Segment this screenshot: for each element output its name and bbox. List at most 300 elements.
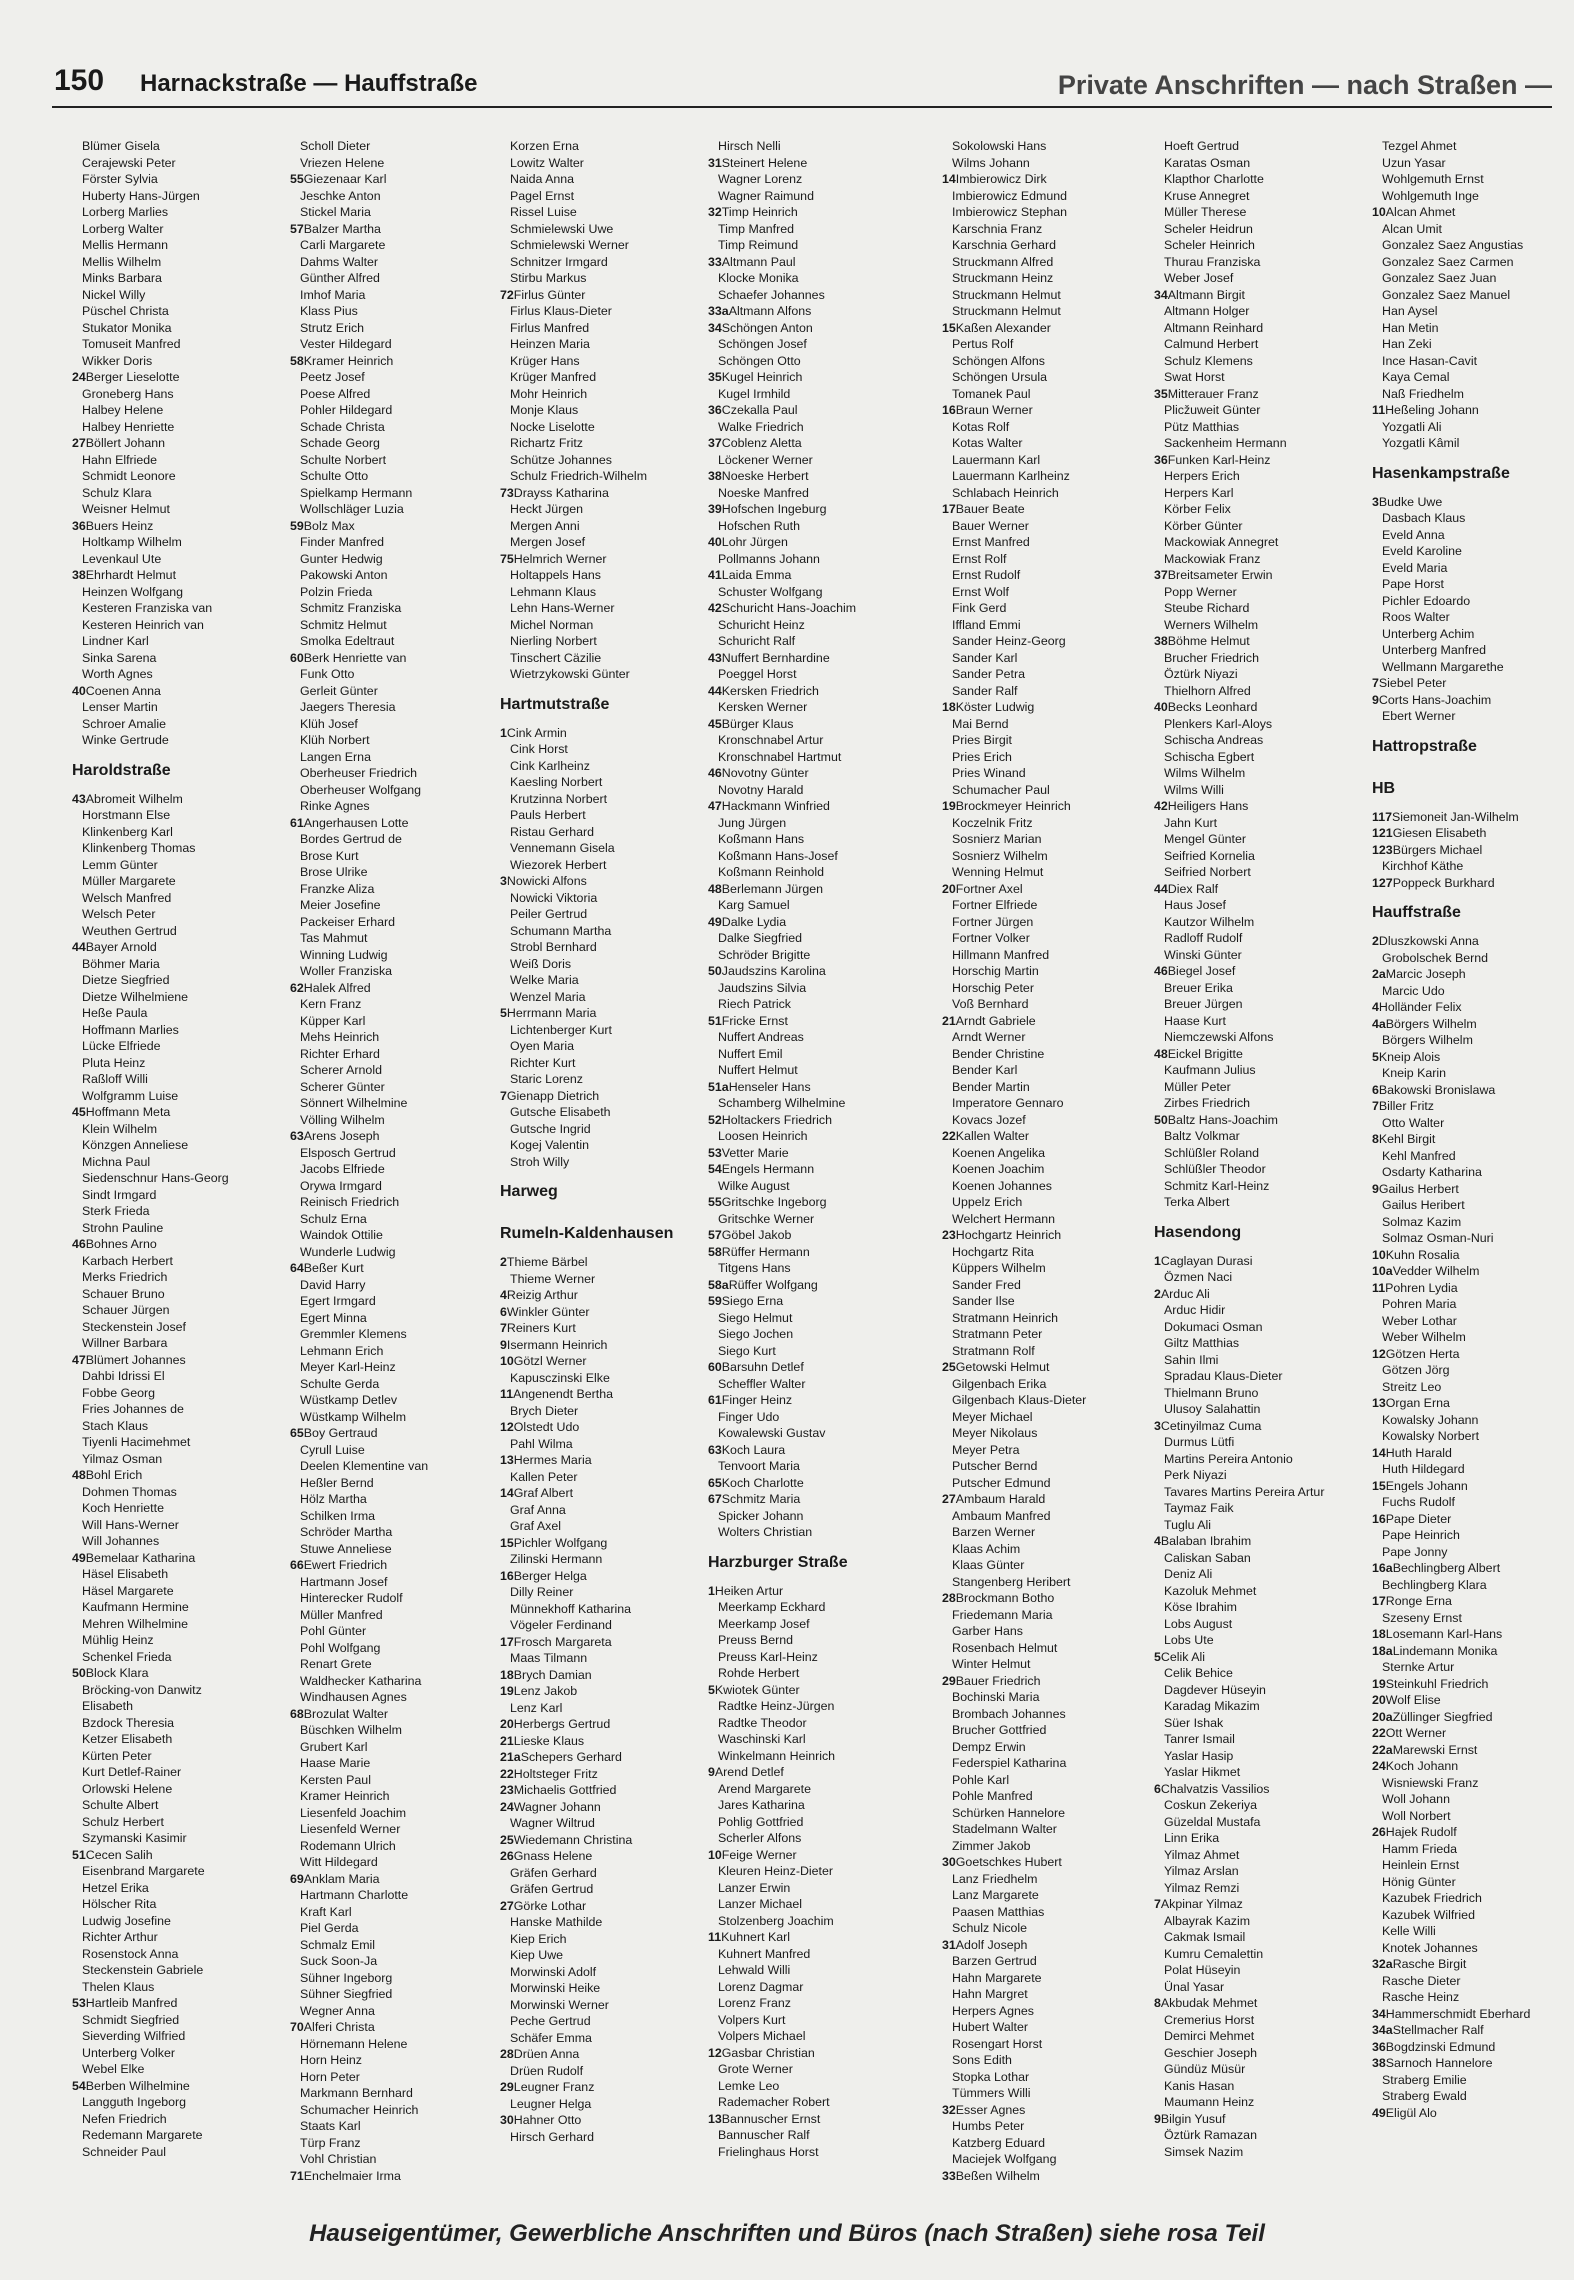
resident-name: Windhausen Agnes [300,1690,407,1704]
directory-entry [1154,782,1366,799]
resident-name: Lenser Martin [82,700,158,714]
directory-entry [1154,1062,1366,1079]
house-number: 44 [72,940,86,954]
resident-name: Budke Uwe [1378,494,1443,509]
directory-entry [1154,1814,1366,1831]
directory-entry [708,650,920,667]
directory-entry [290,1343,502,1360]
directory-entry [1372,1692,1568,1709]
directory-entry [500,320,712,337]
directory-entry [72,2061,284,2078]
directory-entry [72,2127,284,2144]
resident-name: Heinzen Wolfgang [82,584,184,599]
directory-entry [500,1766,712,1783]
resident-name: Kürten Peter [82,1748,152,1763]
directory-entry [290,2036,502,2053]
directory-entry [708,1145,920,1162]
resident-name: Kiep Uwe [510,1948,564,1962]
resident-name: Engels Johann [1385,1478,1468,1493]
directory-entry [708,336,920,353]
directory-entry [942,1689,1154,1706]
directory-entry [72,1203,284,1220]
resident-name: Woll Norbert [1382,1808,1451,1823]
directory-entry [1154,1533,1366,1550]
street-range-title: Harnackstraße — Hauffstraße [140,70,478,97]
house-number: 4 [500,1288,507,1302]
resident-name: Richter Erhard [300,1046,380,1061]
resident-name: Schischa Andreas [1164,733,1264,747]
directory-entry [1154,633,1366,650]
directory-entry [708,1161,920,1178]
resident-name: Firlus Manfred [510,320,590,335]
house-number: 6 [500,1304,507,1319]
resident-name: Bochinski Maria [952,1690,1040,1704]
house-number: 69 [290,1871,304,1886]
resident-name: Paasen Matthias [952,1904,1045,1919]
resident-name: Oyen Maria [510,1039,575,1053]
directory-entry [500,501,712,518]
directory-entry [290,1326,502,1343]
directory-entry [1154,1013,1366,1030]
resident-name: Kotas Walter [952,436,1023,450]
resident-name: Sander Heinz-Georg [952,634,1066,648]
resident-name: Tümmers Willi [952,2086,1031,2100]
resident-name: Dietze Wilhelmiene [82,989,189,1004]
resident-name: Tanrer Ismail [1164,1732,1235,1746]
directory-entry [500,1634,712,1651]
resident-name: Reiners Kurt [506,1321,576,1335]
directory-entry [72,956,284,973]
directory-entry [500,989,712,1006]
directory-entry [1154,1112,1366,1129]
resident-name: Pries Erich [952,749,1012,764]
directory-entry [1154,980,1366,997]
resident-name: Weber Lothar [1382,1313,1457,1328]
resident-name: Morwinski Adolf [510,1964,597,1979]
house-number: 37 [708,436,722,450]
resident-name: Koch Henriette [82,1501,164,1515]
resident-name: Baltz Volkmar [1164,1129,1240,1143]
resident-name: Nuffert Andreas [718,1030,804,1044]
resident-name: Han Zeki [1382,337,1432,351]
resident-name: Löckener Werner [718,452,813,467]
resident-name: Witt Hildegard [300,1855,378,1869]
house-number: 53 [708,1145,722,1160]
directory-entry [1154,534,1366,551]
resident-name: Giezenaar Karl [303,172,387,186]
house-number: 14 [1372,1445,1386,1460]
directory-entry [72,650,284,667]
directory-entry [708,1946,920,1963]
directory-entry [708,848,920,865]
house-number: 1 [708,1583,715,1598]
directory-entry [942,171,1154,188]
resident-name: Richartz Fritz [510,436,583,450]
directory-entry [72,1022,284,1039]
directory-entry [708,1665,920,1682]
house-number: 11 [500,1387,514,1401]
resident-name: Heckt Jürgen [510,502,584,516]
directory-entry [72,1847,284,1864]
directory-entry [708,1913,920,1930]
directory-entry [708,947,920,964]
directory-entry [290,1458,502,1475]
resident-name: Arndt Werner [952,1030,1026,1044]
resident-name: Maumann Heinz [1164,2095,1255,2109]
directory-entry [1372,1577,1568,1594]
resident-name: Schauer Bruno [82,1286,165,1301]
resident-name: Cecen Salih [85,1847,153,1862]
resident-name: Pries Birgit [952,733,1012,747]
resident-name: Monje Klaus [510,403,579,417]
resident-name: Heßler Bernd [300,1475,374,1490]
house-number: 7 [500,1088,507,1103]
directory-entry [1154,369,1366,386]
resident-name: Pape Heinrich [1382,1528,1460,1542]
resident-name: Stuwe Anneliese [300,1541,392,1556]
directory-entry [1154,1253,1366,1270]
directory-entry [1372,1098,1568,1115]
directory-entry [1372,402,1568,419]
resident-name: Fobbe Georg [82,1385,156,1400]
resident-name: Osdarty Katharina [1382,1165,1482,1179]
house-number: 10 [1372,1247,1386,1262]
resident-name: Chalvatzis Vassilios [1160,1781,1270,1796]
directory-entry [708,1458,920,1475]
directory-entry [500,1403,712,1420]
resident-name: Sosnierz Marian [952,832,1042,846]
directory-entry [72,584,284,601]
house-number: 16 [942,403,956,417]
resident-name: Pries Winand [952,766,1026,780]
directory-entry [1154,2061,1366,2078]
directory-entry [500,1815,712,1832]
house-number: 6 [1372,1082,1379,1097]
resident-name: Ince Hasan-Cavit [1382,353,1478,368]
directory-entry [1372,494,1568,511]
resident-name: Kersken Friedrich [721,683,819,698]
directory-entry [500,2112,712,2129]
directory-entry [1372,1445,1568,1462]
directory-entry [708,501,920,518]
directory-entry [708,287,920,304]
resident-name: Swat Horst [1164,370,1225,384]
resident-name: Biegel Josef [1167,964,1236,978]
directory-entry [708,1062,920,1079]
resident-name: Pohler Hildegard [300,403,393,417]
resident-name: Kelle Willi [1382,1924,1436,1938]
directory-entry [1154,567,1366,584]
resident-name: Smolka Edeltraut [300,634,395,648]
resident-name: Lindner Karl [82,634,149,648]
resident-name: Kumru Cemalettin [1164,1946,1264,1961]
directory-entry [708,155,920,172]
resident-name: Bogdzinski Edmund [1385,2039,1496,2054]
resident-name: Wagner Lorenz [718,172,803,186]
resident-name: Arend Margarete [718,1781,811,1796]
directory-entry [72,567,284,584]
resident-name: Volpers Kurt [718,2012,786,2027]
resident-name: Rosengart Horst [952,2036,1043,2051]
directory-entry [500,419,712,436]
house-number: 121 [1372,826,1393,840]
directory-entry [290,1244,502,1261]
directory-entry [708,1583,920,1600]
directory-entry [290,1392,502,1409]
directory-entry [290,2085,502,2102]
resident-name: Liesenfeld Werner [300,1822,401,1836]
directory-entry [290,2052,502,2069]
resident-name: Gritschke Werner [718,1211,815,1226]
house-number: 8 [1154,1996,1161,2010]
directory-entry [942,864,1154,881]
house-number: 5 [1154,1649,1161,1664]
resident-name: Schröder Martha [300,1525,393,1539]
resident-name: Haase Marie [300,1756,371,1770]
directory-entry [1372,675,1568,692]
directory-entry [290,947,502,964]
resident-name: Firlus Klaus-Dieter [510,304,612,318]
resident-name: Schulz Erna [300,1211,367,1226]
directory-entry [72,989,284,1006]
resident-name: Weiß Doris [510,956,572,971]
directory-entry [290,1623,502,1640]
resident-name: Görke Lothar [513,1898,587,1913]
resident-name: Schröder Brigitte [718,947,811,962]
resident-name: Straberg Ewald [1382,2089,1467,2103]
directory-entry [1154,1583,1366,1600]
directory-entry [708,749,920,766]
house-number: 24 [500,1799,514,1814]
resident-name: Willner Barbara [82,1336,168,1350]
resident-name: Ronge Erna [1385,1594,1452,1608]
resident-name: Lobs August [1164,1616,1233,1631]
resident-name: Kurt Detlef-Rainer [82,1765,182,1779]
directory-entry [500,485,712,502]
resident-name: Balaban Ibrahim [1160,1534,1252,1548]
directory-entry [1372,1742,1568,1759]
resident-name: Block Klara [85,1666,149,1680]
directory-entry [708,1079,920,1096]
resident-name: Fortner Elfriede [952,898,1038,912]
directory-entry [72,1038,284,1055]
directory-entry [1372,435,1568,452]
resident-name: Kazubek Friedrich [1382,1891,1482,1905]
resident-name: Cink Armin [506,725,567,740]
resident-name: Schuster Wolfgang [718,584,823,599]
resident-name: Pakowski Anton [300,568,388,582]
resident-name: Lanz Margarete [952,1888,1039,1902]
directory-entry [500,353,712,370]
directory-entry [708,1649,920,1666]
house-number: 40 [708,535,722,549]
directory-entry [1154,1979,1366,1996]
resident-name: Klocke Monika [718,271,799,285]
house-number: 59 [290,518,304,533]
directory-entry [290,254,502,271]
directory-entry [500,1038,712,1055]
resident-name: Schulte Albert [82,1798,159,1812]
resident-name: Kanis Hasan [1164,2078,1235,2093]
directory-entry [290,1854,502,1871]
resident-name: Helmrich Werner [513,551,607,566]
directory-entry [290,1607,502,1624]
directory-entry [290,435,502,452]
resident-name: Müller Margarete [82,874,176,888]
resident-name: Körber Felix [1164,502,1231,516]
directory-entry [1154,716,1366,733]
resident-name: Wohlgemuth Inge [1382,188,1479,203]
resident-name: Arduc Ali [1160,1286,1210,1301]
resident-name: Stroh Willy [510,1154,570,1169]
house-number: 11 [1372,403,1386,417]
house-number: 66 [290,1558,304,1572]
resident-name: Heßeling Johann [1385,403,1479,417]
directory-entry [290,1788,502,1805]
directory-entry [942,1557,1154,1574]
house-number: 26 [1372,1825,1386,1839]
directory-entry [708,1764,920,1781]
directory-entry [290,1656,502,1673]
resident-name: Grubert Karl [300,1739,368,1754]
resident-name: Scheler Heidrun [1164,221,1253,236]
directory-entry [72,287,284,304]
resident-name: Simsek Nazim [1164,2144,1244,2159]
directory-entry [72,1649,284,1666]
directory-entry [290,138,502,155]
directory-entry [1372,1280,1568,1297]
resident-name: Straberg Emilie [1382,2072,1467,2087]
resident-name: Vester Hildegard [300,337,392,351]
directory-entry [708,1830,920,1847]
directory-entry [1154,831,1366,848]
resident-name: Angerhausen Lotte [303,815,409,830]
directory-entry [942,1475,1154,1492]
resident-name: Caglayan Durasi [1160,1253,1253,1268]
resident-name: Kugel Heinrich [721,370,803,384]
resident-name: Schulz Friedrich-Wilhelm [510,469,648,483]
resident-name: Nuffert Helmut [718,1063,798,1077]
directory-entry [72,468,284,485]
resident-name: Gailus Heribert [1382,1198,1465,1212]
directory-entry [500,1154,712,1171]
resident-name: Breuer Erika [1164,980,1233,995]
resident-name: Kowalewski Gustav [718,1426,826,1440]
house-number: 13 [708,2111,722,2126]
directory-entry [290,2151,502,2168]
resident-name: Losemann Karl-Hans [1385,1627,1503,1641]
directory-entry [1372,2105,1568,2122]
directory-entry [72,1913,284,1930]
resident-name: Wüstkamp Wilhelm [300,1409,407,1424]
resident-name: Goetschkes Hubert [955,1855,1062,1869]
resident-name: Drüen Anna [513,2047,580,2061]
house-number: 12 [500,1420,514,1434]
house-number: 16 [500,1568,514,1583]
directory-entry [1372,1478,1568,1495]
directory-entry [1154,237,1366,254]
resident-name: Kazoluk Mehmet [1164,1583,1257,1598]
directory-entry [708,600,920,617]
directory-entry [500,600,712,617]
resident-name: Hartmann Charlotte [300,1888,409,1902]
resident-name: Kern Franz [300,997,362,1011]
resident-name: Tenvoort Maria [718,1459,800,1473]
directory-entry [1372,1659,1568,1676]
resident-name: Ernst Manfred [952,535,1030,549]
directory-entry [1154,270,1366,287]
resident-name: Esser Agnes [955,2102,1026,2117]
directory-entry [708,765,920,782]
directory-entry [500,650,712,667]
directory-entry [942,1656,1154,1673]
resident-name: Eligül Alo [1385,2105,1437,2120]
resident-name: Stopka Lothar [952,2069,1030,2084]
directory-entry [942,1953,1154,1970]
house-number: 35 [1154,386,1168,401]
directory-entry [1154,1401,1366,1418]
house-number: 3 [1154,1418,1161,1433]
resident-name: Stratmann Heinrich [952,1310,1059,1325]
resident-name: Grote Werner [718,2062,793,2076]
directory-entry [942,468,1154,485]
resident-name: Mellis Wilhelm [82,254,162,269]
resident-name: Bohnes Arno [85,1237,157,1251]
street-heading: Harweg [500,1183,558,1200]
directory-entry [708,1194,920,1211]
house-number: 31 [708,155,722,170]
resident-name: Brych Damian [513,1667,592,1682]
resident-name: Stangenberg Heribert [952,1574,1071,1589]
directory-entry [72,1896,284,1913]
house-number: 43 [72,791,86,806]
house-number: 65 [708,1475,722,1490]
resident-name: Peiler Gertrud [510,907,588,921]
directory-entry [942,914,1154,931]
directory-entry [72,155,284,172]
directory-entry [72,1220,284,1237]
house-number: 10 [708,1847,722,1862]
resident-name: Blümer Gisela [82,139,160,153]
resident-name: Herpers Agnes [952,2003,1034,2018]
directory-entry [1372,527,1568,544]
house-number: 8 [1372,1132,1379,1146]
directory-entry [290,485,502,502]
directory-entry [72,270,284,287]
directory-entry [1372,692,1568,709]
house-number: 27 [942,1492,956,1506]
resident-name: Pichler Wolfgang [513,1535,608,1550]
resident-name: Kotas Rolf [952,419,1010,434]
resident-name: Münnekhoff Katharina [510,1601,632,1616]
resident-name: Nowicki Viktoria [510,890,598,905]
directory-entry [290,980,502,997]
resident-name: Kallen Peter [510,1469,578,1484]
resident-name: Tas Mahmut [300,931,368,945]
directory-entry [290,353,502,370]
directory-entry [942,1013,1154,1030]
directory-entry [72,807,284,824]
resident-name: Unterberg Volker [82,2045,175,2060]
resident-name: Bürgers Michael [1392,842,1483,857]
directory-entry [72,1682,284,1699]
directory-entry [942,1673,1154,1690]
directory-entry [500,1980,712,1997]
directory-entry [500,1667,712,1684]
directory-entry [500,1799,712,1816]
resident-name: Barzen Gertrud [952,1954,1037,1968]
directory-entry [1372,2022,1568,2039]
